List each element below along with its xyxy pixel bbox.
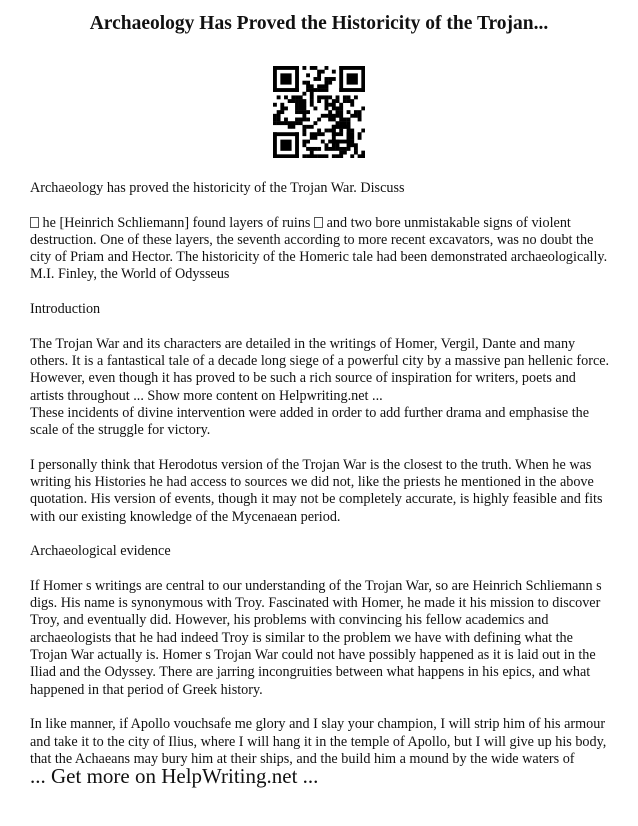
missing-glyph-icon [30, 217, 39, 228]
apollo-paragraph: In like manner, if Apollo vouchsafe me glory and I slay your champion, I will strip him of his armour and take it to the city of Ilius, where I will hang it in the temple of Apollo, but I will give up his body, that the Achaeans may bury him at their ships, and the build him a mound by the wide waters of [30, 716, 607, 767]
divine-paragraph: These incidents of divine intervention were added in order to add further drama and emphasise the scale of the struggle for victory. [30, 404, 590, 439]
qr-code [273, 66, 365, 158]
intro-paragraph: The Trojan War and its characters are detailed in the writings of Homer, Vergil, Dante and many others. It is a fantastical tale of a decade long siege of a powerful city by a massive pan hellenic force. However, even though it has proved to be such a rich source of inspiration for writers, poets and artists throughout ... Show more content on Helpwriting.net ... [30, 335, 610, 404]
introduction-heading: Introduction [30, 301, 101, 318]
get-more-link[interactable]: ... Get more on HelpWriting.net ... [30, 764, 319, 788]
evidence-heading: Archaeological evidence [30, 543, 171, 560]
document-body [30, 180, 610, 785]
page-title: Archaeology Has Proved the Historicity of the Trojan... [89, 13, 549, 34]
missing-glyph-icon [314, 217, 323, 228]
heading-line: Archaeology has proved the historicity of the Trojan War. Discuss [30, 180, 405, 196]
herodotus-paragraph: I personally think that Herodotus version of the Trojan War is the closest to the truth. When he was writing his Histories he had access to sources we did not, like the priests he mentioned in the above quotation. His version of events, though it may not be completely accurate, is highly feasible and fits with our existing knowledge of the Mycenaean period. [30, 456, 603, 525]
quote-paragraph: he [Heinrich Schliemann] found layers of ruins and two bore unmistakable signs of violent destruction. One of these layers, the seventh according to more recent excavators, was no doubt the city of Priam and Hector. The historicity of the Homeric tale had been demonstrated archaeologically. M.I. Finley, the World of Odysseus [30, 214, 608, 283]
schliemann-paragraph: If Homer s writings are central to our understanding of the Trojan War, so are Heinrich Schliemann s digs. His name is synonymous with Troy. Fascinated with Homer, he made it his mission to discover Troy, and eventually did. However, his problems with convincing his fellow academics and archaeologists that he had indeed Troy is similar to the problem we have with defining what the Trojan War actually is. Homer s Trojan War could not have possibly happened as it is laid out in the Iliad and the Odyssey. There are jarring incongruities between what happens in his epics, and what happened in that period of Greek history. [30, 577, 602, 698]
